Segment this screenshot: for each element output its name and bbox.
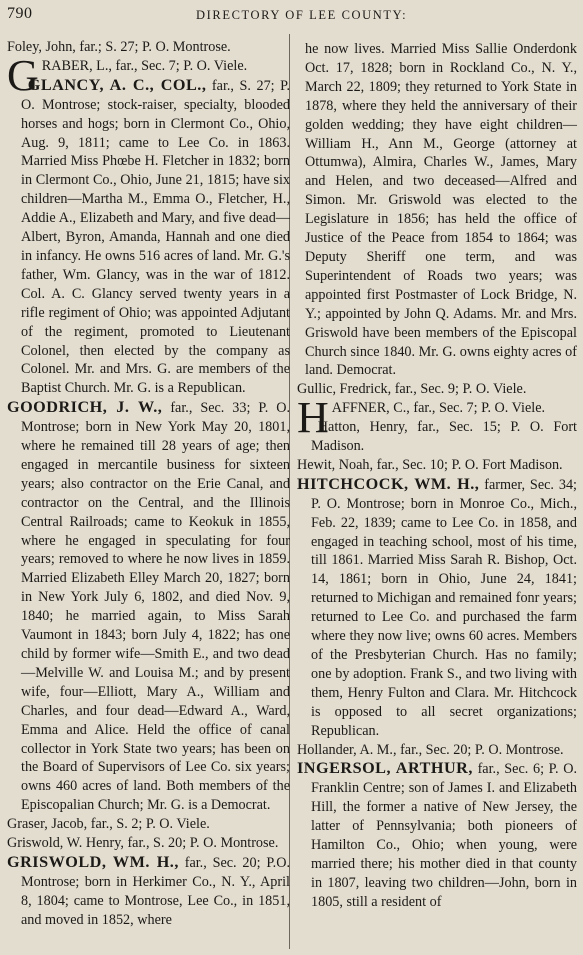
- drop-cap-letter: H: [297, 393, 329, 443]
- entry-ingersol: [297, 759, 577, 911]
- entry-glancy: [7, 76, 290, 398]
- entry-text: RABER, L., far., Sec. 7; P. O. Viele.: [41, 57, 248, 74]
- entry-name: GOODRICH, J. W.,: [7, 398, 163, 417]
- right-column: [297, 40, 577, 912]
- entry-text: farmer, Sec. 34; P. O. Montrose; born in Monroe Co., Mich., Feb. 22, 1839; came to Lee Co. in 1858, and engaged in teaching school, most of his time, till 1861. Married Miss Sarah R. Bishop, Oct. 14, 1861; born in Ohio, June 24, 1841; returned to Michigan and remained fonr years; returned to Lee Co. and purchased the farm where they now live; owns 60 acres. Members of the Presbyterian Church. Has no family; one by adoption. Frank S., and two living with them, Henry Fulton and Clara. Mr. Hitchcock is opposed to all secret organizations; Republican.: [311, 476, 578, 739]
- entry-text: far., Sec. 20; P.O. Montrose; born in Herkimer Co., N. Y., April 8, 1804; came to Montrose, Lee Co., in 1851, and moved in 1852, where: [21, 854, 290, 928]
- entry-text: Griswold, W. Henry, far., S. 20; P. O. Montrose.: [7, 835, 279, 852]
- entry-text: Foley, John, far.; S. 27; P. O. Montrose.: [7, 39, 231, 55]
- entry-text: he now lives. Married Miss Sallie Onderdonk Oct. 17, 1828; born in Rockland Co., N. Y., March 22, 1809; they returned to York State in 1878, where they held the anniversary of their golden wedding; they have eight children—William H., Ann M., George (attorney at Ottumwa), Almira, Charles W., James, Mary and Helen, and two deceased—Alfred and Simon. Mr. Griswold was elected to the Legislature in 1856; has held the office of Justice of the Peace from 1854 to 1864; was Deputy Sheriff one term, and was Superintendent of Roads two years; was appointed first Postmaster of Lock Bridge, N. Y.; appointed by John Q. Adams. Mr. and Mrs. Griswold have been members of the Episcopal Church since 1840. Mr. G. owns eighty acres of land. Democrat.: [305, 41, 577, 379]
- entry-gullic: [297, 380, 577, 399]
- entry-hitchcock: [297, 475, 577, 741]
- entry-text: Graser, Jacob, far., S. 2; P. O. Viele.: [7, 816, 210, 833]
- entry-goodrich: [7, 398, 290, 815]
- entry-text: far., Sec. 6; P. O. Franklin Centre; son of James I. and Elizabeth Hill, the former a native of New Jersey, the latter of Pennsylvania; both pioneers of Hamilton Co., Ohio; when young, were married there; his mother died in that county in 1807, leaving two children—John, born in 1805, still a resident of: [311, 761, 578, 910]
- entry-name: GLANCY, A. C., COL.,: [27, 75, 207, 94]
- entry-graser: [7, 815, 290, 834]
- running-title: DIRECTORY OF LEE COUNTY:: [196, 8, 408, 22]
- entry-text: Hatton, Henry, far., Sec. 15; P. O. Fort Madison.: [311, 419, 577, 455]
- entry-text: far., Sec. 33; P. O. Montrose; born in New York May 20, 1801, where he remained till 28 years of age; then engaged in mercantile business for sixteen years; also contractor on the Erie Canal, and contractor on the Central, and the Illinois Central Railroads; came to Keokuk in 1855, where he engaged in speculating for four years; removed to where he now lives in 1859. Married Elizabeth Elley March 20, 1827; born in New York July 6, 1802, and died Nov. 9, 1840; he married again, to Miss Sarah Vaumont in 1843; born July 4, 1822; has one child by former wife—Smith E., and two dead—Melville W. and Louisa M.; and by present wife, four—Elliott, Mary A., William and Charles, and four dead—Edward A., Ward, Emma and Alice. Held the office of canal collector in York State two years; has been on the Board of Supervisors of Lee Co. six years; owns 460 acres of land. Both members of the Episcopalian Church; Mr. G. is a Democrat.: [21, 400, 291, 814]
- drop-cap-letter: G: [7, 50, 39, 100]
- left-column: [7, 38, 290, 930]
- entry-text: Hewit, Noah, far., Sec. 10; P. O. Fort Madison.: [297, 456, 563, 473]
- entry-text: far., S. 27; P. O. Montrose; stock-raiser, specialty, blooded horses and hogs; born in Clermont Co., Ohio, Aug. 9, 1811; came to Lee Co. in 1863. Married Miss Phœbe H. Fletcher in 1832; born in Clermont Co., Ohio, June 21, 1815; have six children—Martha M., Emma O., Fletcher, H., Addie A., Elizabeth and Mary, and five dead—Albert, Byron, Amanda, Hannah and one died in infancy. He owns 516 acres of land. Mr. G.'s father, Wm. Glancy, was in the war of 1812. Col. A. C. Glancy served twenty years in a rifle regiment of Ohio; was appointed Adjutant of the regiment, promoted to Lieutenant Colonel, then elected by the company as Colonel. Mr. and Mrs. G. are members of the Baptist Church. Mr. G. is a Republican.: [21, 77, 290, 397]
- entry-hatton: [297, 418, 577, 456]
- entry-foley: [7, 38, 290, 57]
- entry-text: Gullic, Fredrick, far., Sec. 9; P. O. Viele.: [297, 381, 527, 398]
- page-header: [0, 4, 583, 26]
- entry-name: HITCHCOCK, WM. H.,: [297, 474, 480, 493]
- entry-griswold-wm-h: [7, 853, 290, 930]
- entry-hewit: [297, 456, 577, 475]
- entry-name: GRISWOLD, WM. H.,: [7, 852, 179, 871]
- entry-hollander: [297, 741, 577, 760]
- entry-name: INGERSOL, ARTHUR,: [297, 759, 473, 778]
- entry-text: Hollander, A. M., far., Sec. 20; P. O. Montrose.: [297, 741, 564, 758]
- page-number: 790: [7, 5, 33, 22]
- entry-text: AFFNER, C., far., Sec. 7; P. O. Viele.: [331, 400, 546, 417]
- entry-griswold-continued: [297, 40, 577, 380]
- entry-griswold-w-henry: [7, 834, 290, 853]
